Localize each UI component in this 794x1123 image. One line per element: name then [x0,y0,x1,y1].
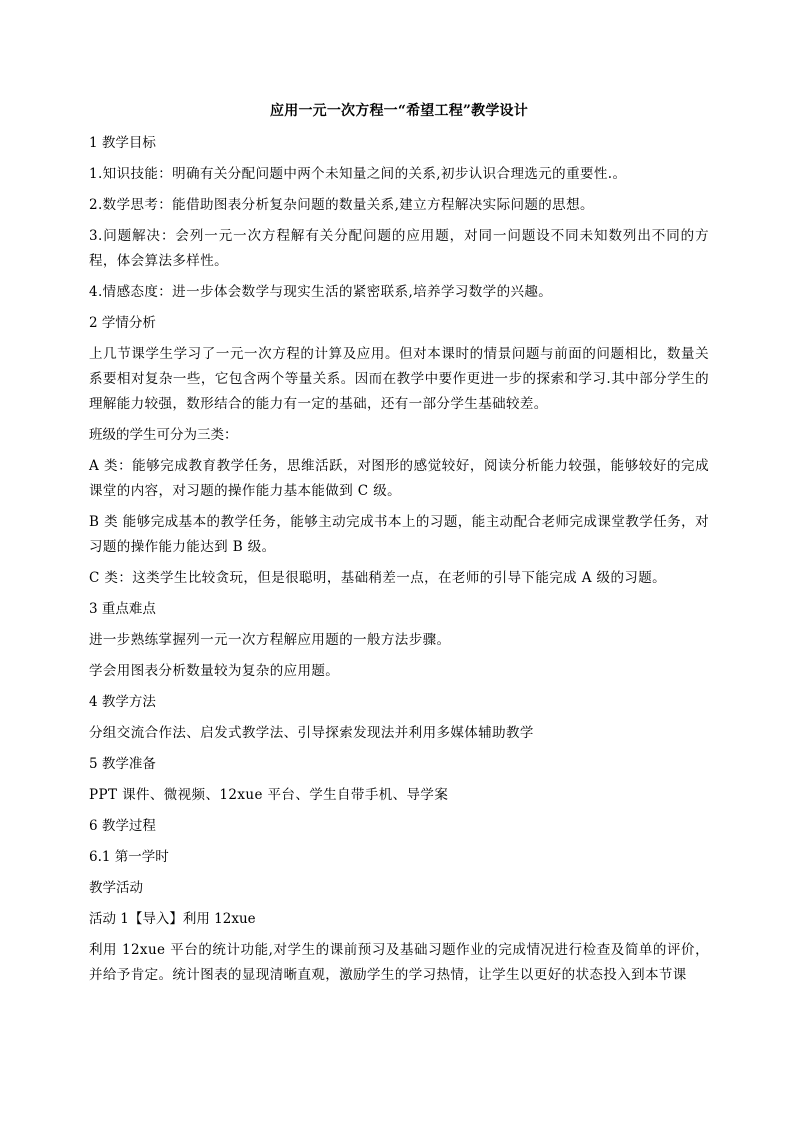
section-heading-preparation: 5 教学准备 [89,756,156,772]
section-heading-student-analysis: 2 学情分析 [89,315,156,331]
class-a-description: A 类：能够完成教育教学任务，思维活跃，对图形的感觉较好，阅读分析能力较强，能够较好的完成课堂的内容，对习题的操作能力基本能做到 C 级。 [89,458,709,499]
teaching-methods-text: 分组交流合作法、启发式教学法、引导探索发现法并利用多媒体辅助教学 [89,725,534,741]
subsection-first-period: 6.1 第一学时 [89,849,169,865]
section-heading-teaching-methods: 4 教学方法 [89,694,156,710]
key-point-2: 学会用图表分析数量较为复杂的应用题。 [89,663,340,679]
section-heading-teaching-process: 6 教学过程 [89,818,156,834]
section-heading-teaching-goals: 1 教学目标 [89,135,156,151]
document-title: 应用一元一次方程一“希望工程”教学设计 [270,103,528,119]
goal-attitude: 4.情感态度：进一步体会数学与现实生活的紧密联系,培养学习数学的兴趣。 [89,284,553,300]
activity-1-heading: 活动 1【导入】利用 12xue [89,911,256,927]
goal-problem-solving: 3.问题解决：会列一元一次方程解有关分配问题的应用题，对同一问题设不同未知数列出不同的方程，体会算法多样性。 [89,228,709,269]
activity-1-paragraph: 利用 12xue 平台的统计功能,对学生的课前预习及基础习题作业的完成情况进行检查及简单的评价，并给予肯定。统计图表的显现清晰直观，激励学生的学习热情，让学生以更好的状态投入到本节课 [89,942,709,983]
class-b-description: B 类 能够完成基本的教学任务，能够主动完成书本上的习题，能主动配合老师完成课堂教学任务，对习题的操作能力能达到 B 级。 [89,514,709,555]
student-analysis-paragraph: 上几节课学生学习了一元一次方程的计算及应用。但对本课时的情景问题与前面的问题相比，数量关系要相对复杂一些，它包含两个等量关系。因而在教学中要作更进一步的探索和学习.其中部分学生的理解能力较强，数形结合的能力有一定的基础，还有一部分学生基础较差。 [89,346,709,412]
goal-math-thinking: 2.数学思考：能借助图表分析复杂问题的数量关系,建立方程解决实际问题的思想。 [89,197,594,213]
preparation-text: PPT 课件、微视频、12xue 平台、学生自带手机、导学案 [89,787,449,803]
goal-knowledge-skills: 1.知识技能：明确有关分配问题中两个未知量之间的关系,初步认识合理选元的重要性.。 [89,166,627,182]
key-point-1: 进一步熟练掌握列一元一次方程解应用题的一般方法步骤。 [89,632,451,648]
teaching-activities-label: 教学活动 [89,880,143,896]
class-c-description: C 类：这类学生比较贪玩，但是很聪明，基础稍差一点，在老师的引导下能完成 A 级的习题。 [89,570,667,586]
section-heading-key-points: 3 重点难点 [89,601,156,617]
document-body [89,101,709,994]
student-classes-intro: 班级的学生可分为三类： [89,427,238,443]
